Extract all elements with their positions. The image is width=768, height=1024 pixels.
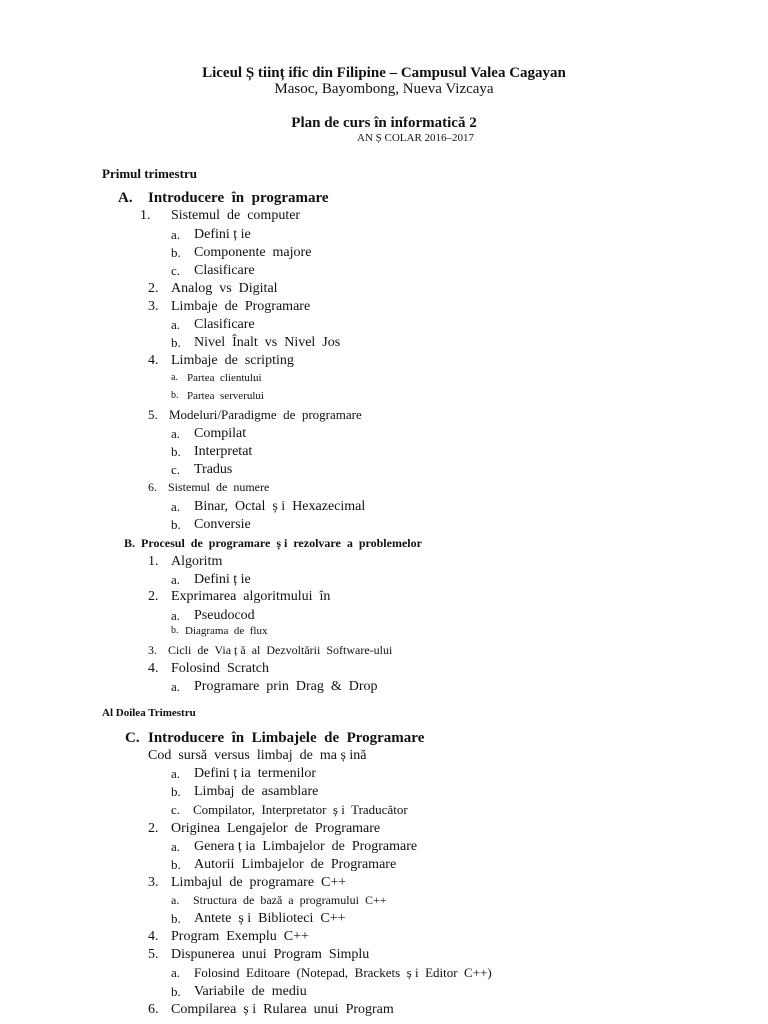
subitem-letter: c. xyxy=(171,462,181,477)
subitem-label: Defini ț ie xyxy=(194,572,251,587)
item-number: 2. xyxy=(148,821,159,836)
item-number: 3. xyxy=(148,643,157,657)
subitem-label: Variabile de mediu xyxy=(194,984,307,999)
item-label: Limbajul de programare C++ xyxy=(171,875,347,890)
item-number: 1. xyxy=(140,208,151,223)
item-label: Sistemul de computer xyxy=(171,208,301,223)
subitem-letter: b. xyxy=(171,784,181,799)
subitem-label: Partea clientului xyxy=(187,372,262,384)
item-label: Sistemul de numere xyxy=(168,480,270,494)
subitem-letter: b. xyxy=(171,517,181,532)
subitem-label: Limbaj de asamblare xyxy=(194,784,319,799)
subitem-letter: b. xyxy=(171,984,181,999)
subitem-label: Clasificare xyxy=(194,263,255,278)
subitem-label: Defini ț ie xyxy=(194,227,251,242)
item-label: Cod sursă versus limbaj de ma ș ină xyxy=(148,748,367,763)
item-number: 5. xyxy=(148,947,159,962)
item-label: Modeluri/Paradigme de programare xyxy=(169,407,362,422)
subitem-label: Structura de bază a programului C++ xyxy=(193,893,387,907)
subitem-letter: a. xyxy=(171,679,181,694)
item-label: Limbaje de Programare xyxy=(171,299,311,314)
course-title: Plan de curs în informatică 2 xyxy=(291,115,477,131)
term2-heading: Al Doilea Trimestru xyxy=(102,707,196,719)
item-number: 4. xyxy=(148,353,159,368)
item-label: Originea Lengajelor de Programare xyxy=(171,821,381,836)
subitem-letter: a. xyxy=(171,227,181,242)
subitem-letter: b. xyxy=(171,911,181,926)
item-number: 1. xyxy=(148,554,159,569)
subitem-label: Componente majore xyxy=(194,245,312,260)
subitem-label: Diagrama de flux xyxy=(185,625,268,637)
item-label: Cicli de Via ț ă al Dezvoltării Software-ului xyxy=(168,643,393,657)
subitem-label: Defini ț ia termenilor xyxy=(194,766,317,781)
subitem-letter: a. xyxy=(171,893,180,907)
section-a-title: Introducere în programare xyxy=(148,190,329,206)
item-label: Dispunerea unui Program Simplu xyxy=(171,947,370,962)
term1-heading: Primul trimestru xyxy=(102,166,197,181)
subitem-letter: a. xyxy=(171,766,181,781)
subitem-label: Conversie xyxy=(194,517,251,532)
subitem-letter: a. xyxy=(171,372,178,383)
subitem-label: Nivel Înalt vs Nivel Jos xyxy=(194,335,341,350)
item-number: 5. xyxy=(148,407,158,422)
subitem-label: Programare prin Drag & Drop xyxy=(194,679,378,694)
subitem-letter: b. xyxy=(171,335,181,350)
subitem-letter: a. xyxy=(171,499,181,514)
subitem-label: Partea serverului xyxy=(187,390,264,402)
section-c-letter: C. xyxy=(125,730,140,746)
subitem-letter: a. xyxy=(171,426,181,441)
item-number: 2. xyxy=(148,589,159,604)
subitem-label: Clasificare xyxy=(194,317,255,332)
school-title: Liceul Ș tiinț ific din Filipine – Campusul Valea Cagayan xyxy=(202,65,566,81)
subitem-letter: a. xyxy=(171,965,181,980)
item-number: 3. xyxy=(148,299,159,314)
subitem-letter: b. xyxy=(171,444,181,459)
item-label: Algoritm xyxy=(171,554,223,569)
subitem-label: Autorii Limbajelor de Programare xyxy=(194,857,397,872)
subitem-letter: a. xyxy=(171,839,181,854)
subitem-label: Antete ș i Biblioteci C++ xyxy=(194,911,346,926)
school-address: Masoc, Bayombong, Nueva Vizcaya xyxy=(274,81,494,97)
item-number: 4. xyxy=(148,929,159,944)
subitem-letter: a. xyxy=(171,317,181,332)
item-number: 4. xyxy=(148,661,159,676)
subitem-label: Compilator, Interpretator ș i Traducător xyxy=(193,802,408,817)
subitem-letter: c. xyxy=(171,263,181,278)
section-c-title: Introducere în Limbajele de Programare xyxy=(148,730,425,746)
item-number: 3. xyxy=(148,875,159,890)
subitem-label: Pseudocod xyxy=(194,608,255,623)
item-label: Exprimarea algoritmului în xyxy=(171,589,331,604)
item-number: 2. xyxy=(148,281,159,296)
subitem-label: Compilat xyxy=(194,426,247,441)
item-label: Limbaje de scripting xyxy=(171,353,294,368)
subitem-label: Binar, Octal ș i Hexazecimal xyxy=(194,499,366,514)
section-a-letter: A. xyxy=(118,190,133,206)
subitem-label: Folosind Editoare (Notepad, Brackets ș i Editor C++) xyxy=(194,965,492,980)
item-label: Compilarea ș i Rularea unui Program xyxy=(171,1002,394,1017)
subitem-label: Interpretat xyxy=(194,444,253,459)
subitem-letter: c. xyxy=(171,802,181,817)
subitem-label: Genera ț ia Limbajelor de Programare xyxy=(194,839,418,854)
item-label: Program Exemplu C++ xyxy=(171,929,309,944)
subitem-letter: b. xyxy=(171,390,179,401)
item-label: Analog vs Digital xyxy=(171,281,278,296)
subitem-letter: a. xyxy=(171,572,181,587)
subitem-letter: a. xyxy=(171,608,181,623)
subitem-label: Tradus xyxy=(194,462,233,477)
item-number: 6. xyxy=(148,1002,159,1017)
school-year: AN Ș COLAR 2016–2017 xyxy=(357,132,475,144)
item-number: 6. xyxy=(148,480,157,494)
subitem-letter: b. xyxy=(171,245,181,260)
subitem-letter: b. xyxy=(171,857,181,872)
item-label: Folosind Scratch xyxy=(171,661,269,676)
subitem-letter: b. xyxy=(171,625,179,636)
section-b-title: B. Procesul de programare ș i rezolvare a problemelor xyxy=(124,536,422,550)
